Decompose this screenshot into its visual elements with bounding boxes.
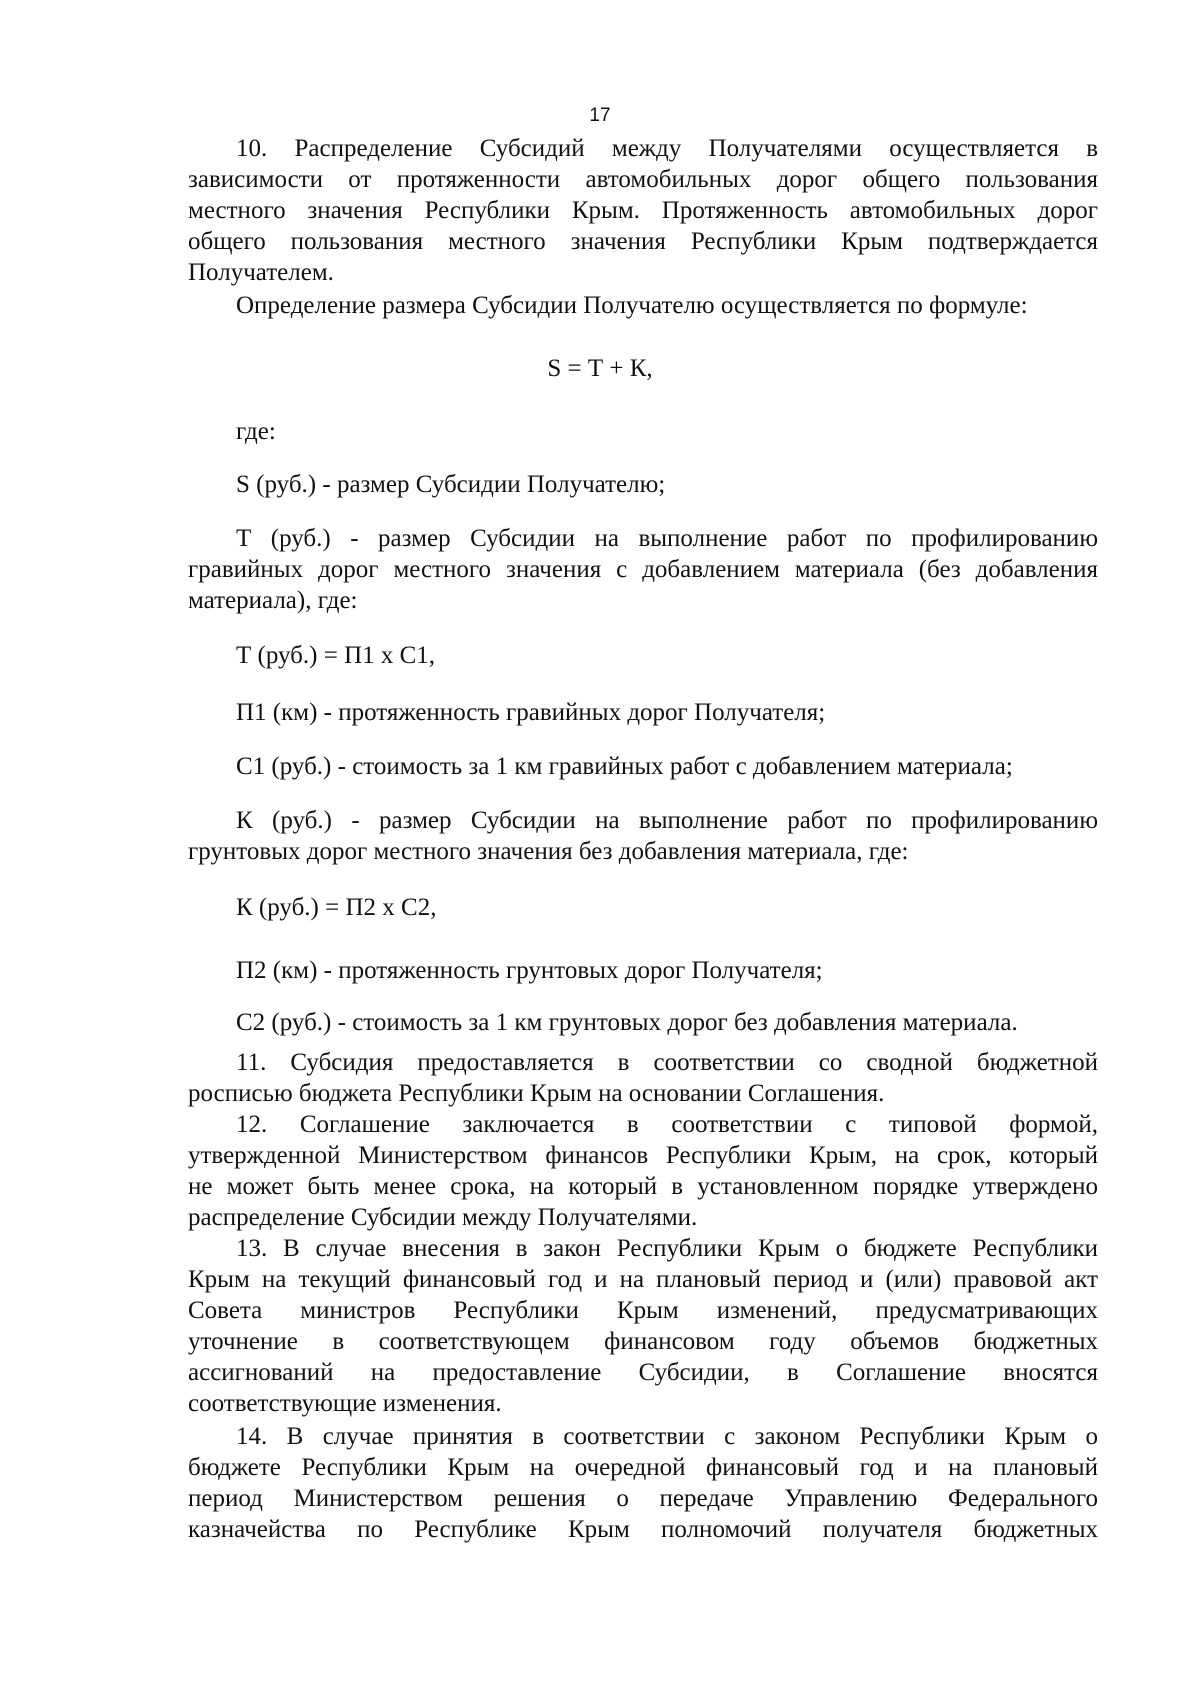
t-formula-text: Т (руб.) = П1 х С1, (236, 642, 436, 669)
c1-definition-text: С1 (руб.) - стоимость за 1 км гравийных работ с добавлением материала; (236, 753, 1013, 780)
p2-definition (188, 955, 1098, 986)
paragraph-line: Совета министров Республики Крым изменений, предусматривающих (188, 1297, 1098, 1324)
paragraph-line: период Министерством решения о передаче Управлению Федерального (188, 1485, 1098, 1512)
paragraph-line: не может быть менее срока, на который в установленном порядке утверждено (188, 1173, 1098, 1200)
paragraph-14 (188, 1421, 1098, 1545)
paragraph-line: казначейства по Республике Крым полномочий получателя бюджетных (188, 1516, 1098, 1543)
paragraph-line: распределение Субсидии между Получателями. (188, 1204, 698, 1231)
formula-intro (188, 290, 1098, 321)
page-number: 17 (589, 105, 611, 126)
paragraph-line: 10. Распределение Субсидий между Получателями осуществляется в (236, 135, 1098, 162)
s-definition (188, 469, 1098, 500)
where-label-text: где: (236, 418, 276, 445)
paragraph-line: 14. В случае принятия в соответствии с законом Республики Крым о (236, 1423, 1098, 1450)
c2-definition-text: С2 (руб.) - стоимость за 1 км грунтовых дорог без добавления материала. (236, 1009, 1018, 1036)
paragraph-11 (188, 1047, 1098, 1109)
paragraph-line: ассигнований на предоставление Субсидии, в Соглашение вносятся (188, 1359, 1098, 1386)
paragraph-12 (188, 1109, 1098, 1233)
formula-intro-text: Определение размера Субсидии Получателю осуществляется по формуле: (236, 292, 1028, 319)
where-label (188, 416, 1098, 447)
paragraph-line: грунтовых дорог местного значения без добавления материала, где: (188, 838, 909, 865)
c2-definition (188, 1007, 1098, 1038)
paragraph-line: общего пользования местного значения Республики Крым подтверждается (188, 228, 1098, 255)
paragraph-line: утвержденной Министерством финансов Республики Крым, на срок, который (188, 1142, 1098, 1169)
p2-definition-text: П2 (км) - протяженность грунтовых дорог Получателя; (236, 957, 823, 984)
p1-definition-text: П1 (км) - протяженность гравийных дорог Получателя; (236, 699, 826, 726)
paragraph-line: 12. Соглашение заключается в соответствии с типовой формой, (236, 1111, 1098, 1138)
t-definition (188, 523, 1098, 616)
paragraph-line: Т (руб.) - размер Субсидии на выполнение работ по профилированию (236, 525, 1098, 552)
paragraph-line: уточнение в соответствующем финансовом году объемов бюджетных (188, 1328, 1098, 1355)
paragraph-line: Крым на текущий финансовый год и на плановый период и (или) правовой акт (188, 1266, 1098, 1293)
paragraph-line: бюджете Республики Крым на очередной финансовый год и на плановый (188, 1454, 1098, 1481)
k-formula (188, 892, 1098, 923)
paragraph-line: 13. В случае внесения в закон Республики Крым о бюджете Республики (236, 1235, 1098, 1262)
p1-definition (188, 697, 1098, 728)
paragraph-line: материала), где: (188, 587, 358, 614)
paragraph-line: Получателем. (188, 259, 334, 286)
paragraph-line: К (руб.) - размер Субсидии на выполнение работ по профилированию (236, 807, 1098, 834)
s-definition-text: S (руб.) - размер Субсидии Получателю; (236, 471, 666, 498)
paragraph-line: 11. Субсидия предоставляется в соответствии со сводной бюджетной (236, 1049, 1098, 1076)
k-definition (188, 805, 1098, 867)
formula-main: S = Т + К, (547, 355, 653, 382)
t-formula (188, 640, 1098, 671)
paragraph-10 (188, 133, 1098, 288)
paragraph-line: росписью бюджета Республики Крым на основании Соглашения. (188, 1080, 885, 1107)
paragraph-line: местного значения Республики Крым. Протяженность автомобильных дорог (188, 197, 1098, 224)
c1-definition (188, 751, 1098, 782)
paragraph-line: соответствующие изменения. (188, 1390, 502, 1417)
k-formula-text: К (руб.) = П2 х С2, (236, 894, 437, 921)
paragraph-line: гравийных дорог местного значения с добавлением материала (без добавления (188, 556, 1098, 583)
paragraph-line: зависимости от протяженности автомобильных дорог общего пользования (188, 166, 1098, 193)
paragraph-13 (188, 1233, 1098, 1419)
